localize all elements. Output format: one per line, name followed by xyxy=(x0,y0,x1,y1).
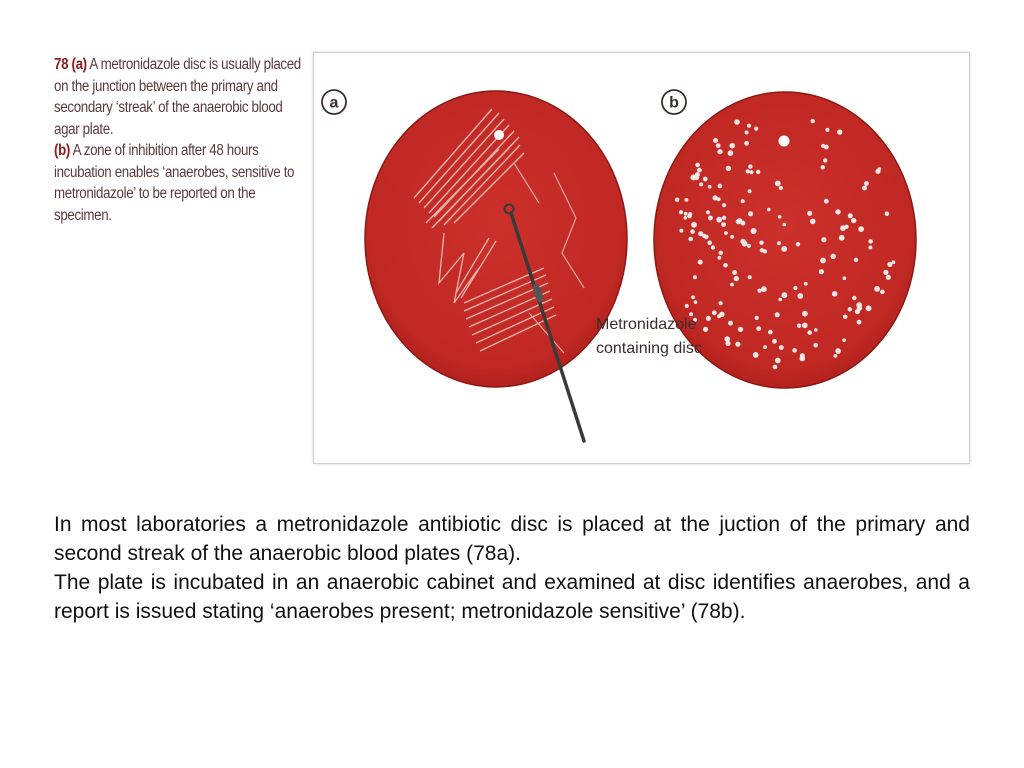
colony-dot xyxy=(703,177,708,182)
figure-caption xyxy=(54,54,303,226)
colony-dot xyxy=(723,263,728,268)
colony-dot xyxy=(842,339,846,343)
colony-dot xyxy=(729,143,735,149)
colony-dot xyxy=(793,286,797,290)
colony-dot xyxy=(679,210,683,214)
colony-dot xyxy=(694,300,698,304)
colony-dot xyxy=(746,169,750,173)
colony-dot xyxy=(778,298,782,302)
colony-dot xyxy=(756,326,761,331)
colony-dot xyxy=(834,354,838,358)
colony-dot xyxy=(742,241,748,247)
colony-dot xyxy=(718,256,722,260)
colony-dot xyxy=(749,170,753,174)
colony-dot xyxy=(781,246,787,252)
colony-dot xyxy=(874,286,880,292)
colony-dot xyxy=(761,286,767,292)
colony-dot xyxy=(820,258,826,264)
colony-dot xyxy=(685,304,689,308)
colony-dot xyxy=(747,244,751,248)
colony-dot xyxy=(868,239,873,244)
colony-dot xyxy=(698,231,703,236)
colony-dot xyxy=(775,181,781,187)
colony-dot xyxy=(804,282,808,286)
colony-dot xyxy=(703,327,708,332)
colony-dot xyxy=(821,237,826,242)
plate-b-disc xyxy=(779,136,790,147)
colony-dot xyxy=(823,158,827,162)
colony-dot xyxy=(693,275,697,279)
colony-dot xyxy=(741,199,745,203)
colony-dot xyxy=(751,228,757,234)
colony-dot xyxy=(748,189,752,193)
colony-dot xyxy=(719,312,724,317)
colony-dot xyxy=(744,141,749,146)
plate-a-disc xyxy=(494,130,504,140)
colony-dot xyxy=(802,311,808,317)
colony-dot xyxy=(856,302,862,308)
colony-dot xyxy=(735,342,740,347)
colony-dot xyxy=(722,203,726,207)
colony-dot xyxy=(738,327,743,332)
colony-dot xyxy=(852,296,856,300)
figure-panel xyxy=(313,52,970,464)
colony-dot xyxy=(706,210,710,214)
caption-part-a-letter: (a) xyxy=(71,56,87,73)
colony-dot xyxy=(707,240,712,245)
caption-part-a-text: A metronidazole disc is usually placed on the junction between the primary and secondary ‘streak’ of the anaerobic blood agar plate. xyxy=(54,56,301,138)
colony-dot xyxy=(855,309,860,314)
colony-dot xyxy=(835,348,841,354)
colony-dot xyxy=(797,324,801,328)
colony-dot xyxy=(832,291,838,297)
colony-dot xyxy=(745,131,749,135)
colony-dot xyxy=(885,212,890,217)
colony-dot xyxy=(690,229,695,234)
colony-dot xyxy=(779,186,783,190)
colony-dot xyxy=(748,211,753,216)
colony-dot xyxy=(778,215,782,219)
colony-dot xyxy=(880,290,885,295)
colony-dot xyxy=(688,237,693,242)
colony-dot xyxy=(862,186,867,191)
colony-dot xyxy=(724,231,728,235)
colony-dot xyxy=(748,164,752,168)
colony-dot xyxy=(684,216,688,220)
caption-part-b-text: A zone of inhibition after 48 hours incubation enables ‘anaerobes, sensitive to metronidazole’ to be reported on the specimen. xyxy=(54,142,295,224)
plate-a xyxy=(322,90,627,441)
figure-number: 78 xyxy=(54,56,69,73)
colony-dot xyxy=(800,353,805,358)
colony-dot xyxy=(839,235,845,241)
colony-dot xyxy=(858,226,864,232)
colony-dot xyxy=(854,258,858,262)
plates-illustration xyxy=(314,53,969,463)
colony-dot xyxy=(699,182,703,186)
label-a: a xyxy=(329,94,339,112)
colony-dot xyxy=(726,166,731,171)
colony-dot xyxy=(814,328,818,332)
colony-dot xyxy=(717,197,721,201)
colony-dot xyxy=(767,208,771,212)
colony-dot xyxy=(840,225,846,231)
colony-dot xyxy=(760,248,764,252)
colony-dot xyxy=(887,262,892,267)
colony-dot xyxy=(754,127,758,131)
colony-dot xyxy=(728,321,733,326)
colony-dot xyxy=(825,128,829,132)
colony-dot xyxy=(711,245,715,249)
body-paragraph-1: In most laboratories a metronidazole antibiotic disc is placed at the juction of the primary and second streak of the anaerobic blood plates (78a). xyxy=(54,513,970,565)
colony-dot xyxy=(716,143,721,148)
colony-dot xyxy=(831,254,836,259)
caption-paragraph xyxy=(54,54,303,226)
colony-dot xyxy=(813,343,818,348)
colony-dot xyxy=(706,316,711,321)
colony-dot xyxy=(756,170,760,174)
colony-dot xyxy=(687,214,691,218)
colony-dot xyxy=(851,218,856,223)
colony-dot xyxy=(721,222,726,227)
colony-dot xyxy=(783,223,787,227)
colony-dot xyxy=(716,217,722,223)
colony-dot xyxy=(835,209,840,214)
colony-dot xyxy=(713,138,718,143)
colony-dot xyxy=(775,358,781,364)
colony-dot xyxy=(753,352,759,358)
colony-dot xyxy=(757,289,761,293)
colony-dot xyxy=(708,216,713,221)
colony-dot xyxy=(821,144,825,148)
disc-label-line1: Metronidazole xyxy=(596,316,697,333)
colony-dot xyxy=(777,241,781,245)
colony-dot xyxy=(763,345,767,349)
colony-dot xyxy=(819,269,824,274)
colony-dot xyxy=(684,212,688,216)
colony-dot xyxy=(747,124,751,128)
colony-dot xyxy=(759,241,763,245)
colony-dot xyxy=(796,242,800,246)
colony-dot xyxy=(807,211,812,216)
colony-dot xyxy=(773,365,778,370)
colony-dot xyxy=(695,172,700,177)
colony-dot xyxy=(748,275,752,279)
colony-dot xyxy=(719,301,723,305)
label-b: b xyxy=(669,94,679,112)
colony-dot xyxy=(675,198,679,202)
colony-dot xyxy=(810,219,816,225)
disc-label-line2: containing disc xyxy=(596,340,702,357)
colony-dot xyxy=(732,270,737,275)
body-paragraph-2: The plate is incubated in an anaerobic cabinet and examined at disc identifies anaerobes, and a report is issued stating ‘anaerobes present; metronidazole sensitive’ (78b). xyxy=(54,571,970,623)
colony-dot xyxy=(691,222,697,228)
colony-dot xyxy=(737,218,743,224)
colony-dot xyxy=(695,163,700,168)
colony-dot xyxy=(857,320,862,325)
colony-dot xyxy=(717,149,722,154)
colony-dot xyxy=(697,168,702,173)
colony-dot xyxy=(775,312,780,317)
colony-dot xyxy=(797,293,803,299)
colony-dot xyxy=(864,181,869,186)
colony-dot xyxy=(848,307,852,311)
colony-dot xyxy=(837,129,842,134)
colony-dot xyxy=(722,216,726,220)
colony-dot xyxy=(868,246,872,250)
colony-dot xyxy=(755,316,759,320)
colony-dot xyxy=(679,229,683,233)
colony-dot xyxy=(712,310,717,315)
colony-dot xyxy=(821,165,825,169)
colony-dot xyxy=(875,169,880,174)
colony-dot xyxy=(708,185,712,189)
colony-dot xyxy=(792,348,797,353)
colony-dot xyxy=(734,119,740,125)
colony-dot xyxy=(734,276,739,281)
caption-part-b-letter: (b) xyxy=(54,142,70,159)
colony-dot xyxy=(866,305,872,311)
colony-dot xyxy=(725,341,730,346)
colony-dot xyxy=(698,260,703,265)
colony-dot xyxy=(691,295,695,299)
colony-dot xyxy=(843,315,848,320)
colony-dot xyxy=(704,235,709,240)
colony-dot xyxy=(719,251,723,255)
colony-dot xyxy=(811,119,815,123)
colony-dot xyxy=(685,198,689,202)
colony-dot xyxy=(730,283,734,287)
body-text xyxy=(54,510,970,626)
colony-dot xyxy=(718,184,723,189)
colony-dot xyxy=(807,330,812,335)
colony-dot xyxy=(728,150,734,156)
colony-dot xyxy=(802,323,808,329)
colony-dot xyxy=(730,235,734,239)
colony-dot xyxy=(824,199,829,204)
colony-dot xyxy=(768,330,773,335)
colony-dot xyxy=(843,276,847,280)
colony-dot xyxy=(883,270,888,275)
colony-dot xyxy=(848,213,853,218)
colony-dot xyxy=(782,292,788,298)
colony-dot xyxy=(779,345,784,350)
colony-dot xyxy=(772,339,777,344)
colony-dot xyxy=(886,275,891,280)
